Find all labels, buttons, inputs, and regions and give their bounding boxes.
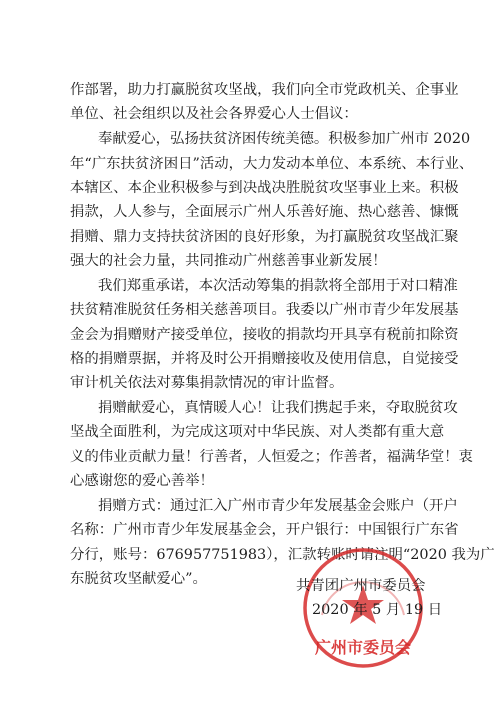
body-line: 捐赠方式：通过汇入广州市青少年发展基金会账户（开户 [98, 498, 458, 514]
body-line: 单位、社会组织以及社会各界爱心人士倡议： [70, 106, 358, 122]
body-line: 心感谢您的爱心善举！ [70, 473, 214, 489]
body-line: 本辖区、本企业积极参与到决战决胜脱贫攻坚事业上来。积极 [70, 180, 459, 196]
body-line: 我们郑重承诺，本次活动筹集的捐款将全部用于对口精准 [98, 278, 458, 294]
body-line: 奉献爱心，弘扬扶贫济困传统美德。积极参加广州市 2020 [98, 131, 471, 147]
body-line: 金会为捐赠财产接受单位，接收的捐款均开具享有税前扣除资 [70, 327, 459, 343]
body-line: 义的伟业贡献力量！行善者，人恒爱之；作善者，福满华堂！衷 [70, 449, 473, 465]
body-line: 捐赠、鼎力支持扶贫济困的良好形象，为打赢脱贫攻坚战汇聚 [70, 229, 459, 245]
body-line: 强大的社会力量，共同推动广州慈善事业新发展！ [70, 253, 387, 269]
body-line: 审计机关依法对募集捐款情况的审计监督。 [70, 375, 344, 391]
signature-organization: 共青团广州市委员会 [296, 578, 426, 594]
body-line: 扶贫精准脱贫任务相关慈善项目。我委以广州市青少年发展基 [70, 302, 459, 318]
body-line: 捐款，人人参与，全面展示广州人乐善好施、热心慈善、慷慨 [70, 204, 459, 220]
body-line: 捐赠献爱心，真情暖人心！让我们携起手来，夺取脱贫攻 [98, 400, 458, 416]
body-line: 坚战全面胜利，为完成这项对中华民族、对人类都有重大意 [70, 424, 445, 440]
body-line: 名称：广州市青少年发展基金会，开户银行：中国银行广东省 [70, 522, 459, 538]
body-line: 东脱贫攻坚献爱心”。 [70, 571, 207, 587]
body-line: 作部署，助力打赢脱贫攻坚战，我们向全市党政机关、企事业 [70, 82, 459, 98]
body-line: 分行，账号：676957751983），汇款转账时请注明“2020 我为广 [70, 547, 495, 563]
signature-date: 2020 年 5 月 19 日 [312, 602, 443, 618]
seal-text: 广州市委员会 [314, 638, 412, 657]
body-line: 格的捐赠票据，并将及时公开捐赠接收及使用信息，自觉接受 [70, 351, 459, 367]
body-line: 年“广东扶贫济困日”活动，大力发动本单位、本系统、本行业、 [70, 156, 474, 172]
